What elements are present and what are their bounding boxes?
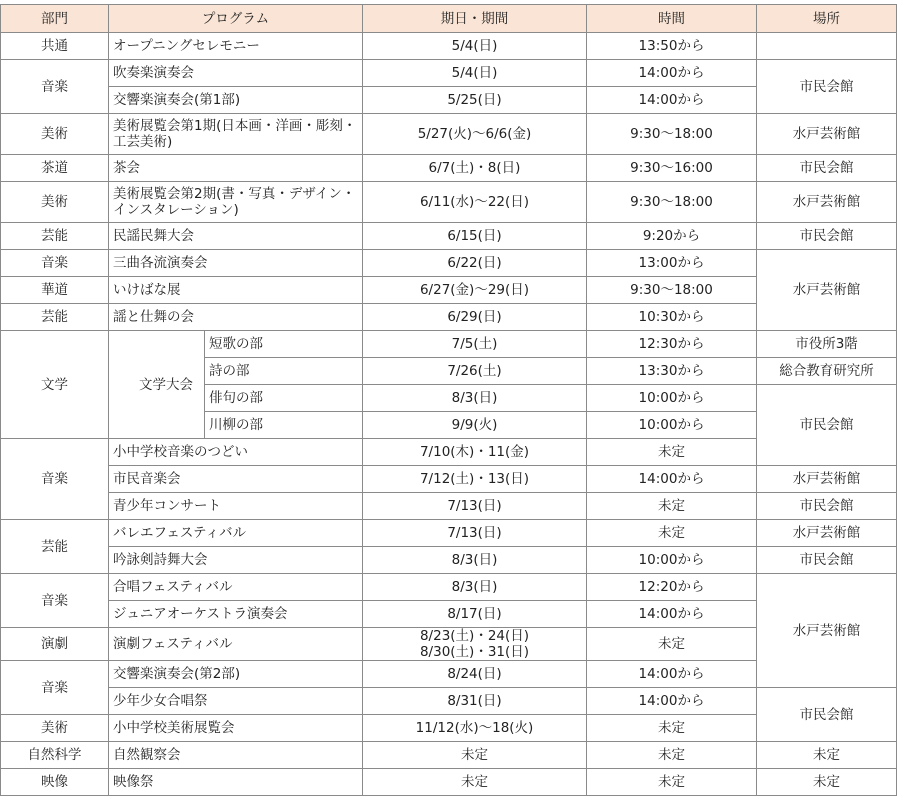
date-cell: 11/12(水)～18(火) <box>363 715 587 742</box>
dept-cell: 音楽 <box>1 574 109 628</box>
place-cell: 水戸芸術館 <box>757 114 897 155</box>
time-cell: 未定 <box>587 715 757 742</box>
program-cell: 美術展覧会第1期(日本画・洋画・彫刻・工芸美術) <box>109 114 363 155</box>
time-cell: 9:20から <box>587 223 757 250</box>
table-row <box>1 742 897 769</box>
time-cell: 未定 <box>587 520 757 547</box>
program-cell: いけばな展 <box>109 277 363 304</box>
place-cell: 市役所3階 <box>757 331 897 358</box>
place-cell: 市民会館 <box>757 493 897 520</box>
program-cell: 美術展覧会第2期(書・写真・デザイン・インスタレーション) <box>109 182 363 223</box>
dept-cell: 美術 <box>1 182 109 223</box>
dept-cell: 共通 <box>1 33 109 60</box>
time-cell: 10:00から <box>587 547 757 574</box>
table-row <box>1 547 897 574</box>
program-cell: 民謡民舞大会 <box>109 223 363 250</box>
place-cell: 総合教育研究所 <box>757 358 897 385</box>
date-cell: 5/25(日) <box>363 87 587 114</box>
time-cell: 10:00から <box>587 412 757 439</box>
program-cell: 合唱フェスティバル <box>109 574 363 601</box>
date-cell: 5/4(日) <box>363 60 587 87</box>
time-cell: 9:30～18:00 <box>587 114 757 155</box>
time-cell: 未定 <box>587 439 757 466</box>
dept-cell: 音楽 <box>1 250 109 277</box>
header-place: 場所 <box>757 5 897 33</box>
date-cell: 8/17(日) <box>363 601 587 628</box>
date-cell: 8/31(日) <box>363 688 587 715</box>
date-cell: 7/26(土) <box>363 358 587 385</box>
program-cell: 謡と仕舞の会 <box>109 304 363 331</box>
dept-cell: 茶道 <box>1 155 109 182</box>
table-row <box>1 155 897 182</box>
date-line-2: 8/30(土)・31(日) <box>419 644 530 660</box>
date-cell: 5/4(日) <box>363 33 587 60</box>
date-cell: 6/15(日) <box>363 223 587 250</box>
program-cell: 市民音楽会 <box>109 466 363 493</box>
time-cell: 12:20から <box>587 574 757 601</box>
program-cell: 交響楽演奏会(第1部) <box>109 87 363 114</box>
date-cell: 8/3(日) <box>363 385 587 412</box>
time-cell: 9:30～18:00 <box>587 182 757 223</box>
table-row <box>1 33 897 60</box>
program-cell: 小中学校音楽のつどい <box>109 439 363 466</box>
program-cell: バレエフェスティバル <box>109 520 363 547</box>
dept-cell: 自然科学 <box>1 742 109 769</box>
place-cell: 水戸芸術館 <box>757 520 897 547</box>
program-cell: 映像祭 <box>109 769 363 796</box>
place-cell: 市民会館 <box>757 385 897 466</box>
time-cell: 9:30～18:00 <box>587 277 757 304</box>
place-cell: 市民会館 <box>757 155 897 182</box>
table-row <box>1 60 897 87</box>
program-cell: 小中学校美術展覧会 <box>109 715 363 742</box>
dept-cell: 音楽 <box>1 661 109 715</box>
time-cell: 未定 <box>587 769 757 796</box>
program-cell: 演劇フェスティバル <box>109 628 363 661</box>
time-cell: 14:00から <box>587 60 757 87</box>
program-cell: 少年少女合唱祭 <box>109 688 363 715</box>
date-line-1: 8/23(土)・24(日) <box>419 628 530 644</box>
table-row <box>1 250 897 277</box>
date-cell: 8/24(日) <box>363 661 587 688</box>
date-cell: 未定 <box>363 742 587 769</box>
time-cell: 14:00から <box>587 87 757 114</box>
time-cell: 未定 <box>587 493 757 520</box>
place-cell: 水戸芸術館 <box>757 182 897 223</box>
time-cell: 10:00から <box>587 385 757 412</box>
table-row <box>1 223 897 250</box>
dept-cell: 美術 <box>1 114 109 155</box>
header-dept: 部門 <box>1 5 109 33</box>
date-cell: 5/27(火)～6/6(金) <box>363 114 587 155</box>
time-cell: 13:30から <box>587 358 757 385</box>
time-cell: 13:50から <box>587 33 757 60</box>
date-cell: 9/9(火) <box>363 412 587 439</box>
table-row <box>1 520 897 547</box>
program-cell: 吹奏楽演奏会 <box>109 60 363 87</box>
time-cell: 10:30から <box>587 304 757 331</box>
date-cell: 6/27(金)～29(日) <box>363 277 587 304</box>
date-cell: 未定 <box>363 769 587 796</box>
program-cell: 吟詠剣詩舞大会 <box>109 547 363 574</box>
date-cell: 7/12(土)・13(日) <box>363 466 587 493</box>
date-cell: 8/3(日) <box>363 547 587 574</box>
program-cell: 青少年コンサート <box>109 493 363 520</box>
dept-cell: 芸能 <box>1 304 109 331</box>
table-row <box>1 182 897 223</box>
program-cell: ジュニアオーケストラ演奏会 <box>109 601 363 628</box>
place-cell: 水戸芸術館 <box>757 466 897 493</box>
date-cell: 7/13(日) <box>363 520 587 547</box>
table-row <box>1 466 897 493</box>
dept-cell: 演劇 <box>1 628 109 661</box>
dept-cell: 華道 <box>1 277 109 304</box>
dept-cell: 芸能 <box>1 520 109 574</box>
place-cell <box>757 33 897 60</box>
program-cell: 茶会 <box>109 155 363 182</box>
header-time: 時間 <box>587 5 757 33</box>
table-row <box>1 688 897 715</box>
dept-cell: 映像 <box>1 769 109 796</box>
table-row <box>1 574 897 601</box>
program-cell: 交響楽演奏会(第2部) <box>109 661 363 688</box>
time-cell: 9:30～16:00 <box>587 155 757 182</box>
time-cell: 14:00から <box>587 466 757 493</box>
date-cell: 6/7(土)・8(日) <box>363 155 587 182</box>
place-cell: 市民会館 <box>757 223 897 250</box>
dept-cell: 美術 <box>1 715 109 742</box>
date-cell: 7/5(土) <box>363 331 587 358</box>
date-cell <box>363 628 587 661</box>
place-cell: 水戸芸術館 <box>757 250 897 331</box>
header-row <box>1 5 897 33</box>
time-cell: 未定 <box>587 628 757 661</box>
place-cell: 市民会館 <box>757 60 897 114</box>
subprogram-cell: 川柳の部 <box>205 412 363 439</box>
subprogram-cell: 短歌の部 <box>205 331 363 358</box>
date-cell: 8/3(日) <box>363 574 587 601</box>
table-row <box>1 114 897 155</box>
time-cell: 13:00から <box>587 250 757 277</box>
header-program: プログラム <box>109 5 363 33</box>
schedule-table <box>0 4 897 796</box>
dept-cell: 芸能 <box>1 223 109 250</box>
time-cell: 12:30から <box>587 331 757 358</box>
program-cell: オープニングセレモニー <box>109 33 363 60</box>
date-cell: 6/29(日) <box>363 304 587 331</box>
program-cell: 自然観察会 <box>109 742 363 769</box>
place-cell: 市民会館 <box>757 688 897 742</box>
dept-cell: 音楽 <box>1 60 109 114</box>
table-row <box>1 769 897 796</box>
dept-cell: 音楽 <box>1 439 109 520</box>
time-cell: 14:00から <box>587 688 757 715</box>
place-cell: 市民会館 <box>757 547 897 574</box>
program-cell: 三曲各流演奏会 <box>109 250 363 277</box>
subprogram-cell: 詩の部 <box>205 358 363 385</box>
subprogram-cell: 俳句の部 <box>205 385 363 412</box>
date-cell: 6/11(水)～22(日) <box>363 182 587 223</box>
date-cell: 6/22(日) <box>363 250 587 277</box>
place-cell: 未定 <box>757 742 897 769</box>
place-cell: 未定 <box>757 769 897 796</box>
time-cell: 14:00から <box>587 661 757 688</box>
dept-cell: 文学 <box>1 331 109 439</box>
time-cell: 14:00から <box>587 601 757 628</box>
date-cell: 7/10(木)・11(金) <box>363 439 587 466</box>
program-cell: 文学大会 <box>109 331 205 439</box>
date-cell: 7/13(日) <box>363 493 587 520</box>
time-cell: 未定 <box>587 742 757 769</box>
table-row <box>1 493 897 520</box>
header-date: 期日・期間 <box>363 5 587 33</box>
table-row <box>1 331 897 358</box>
place-cell: 水戸芸術館 <box>757 574 897 688</box>
